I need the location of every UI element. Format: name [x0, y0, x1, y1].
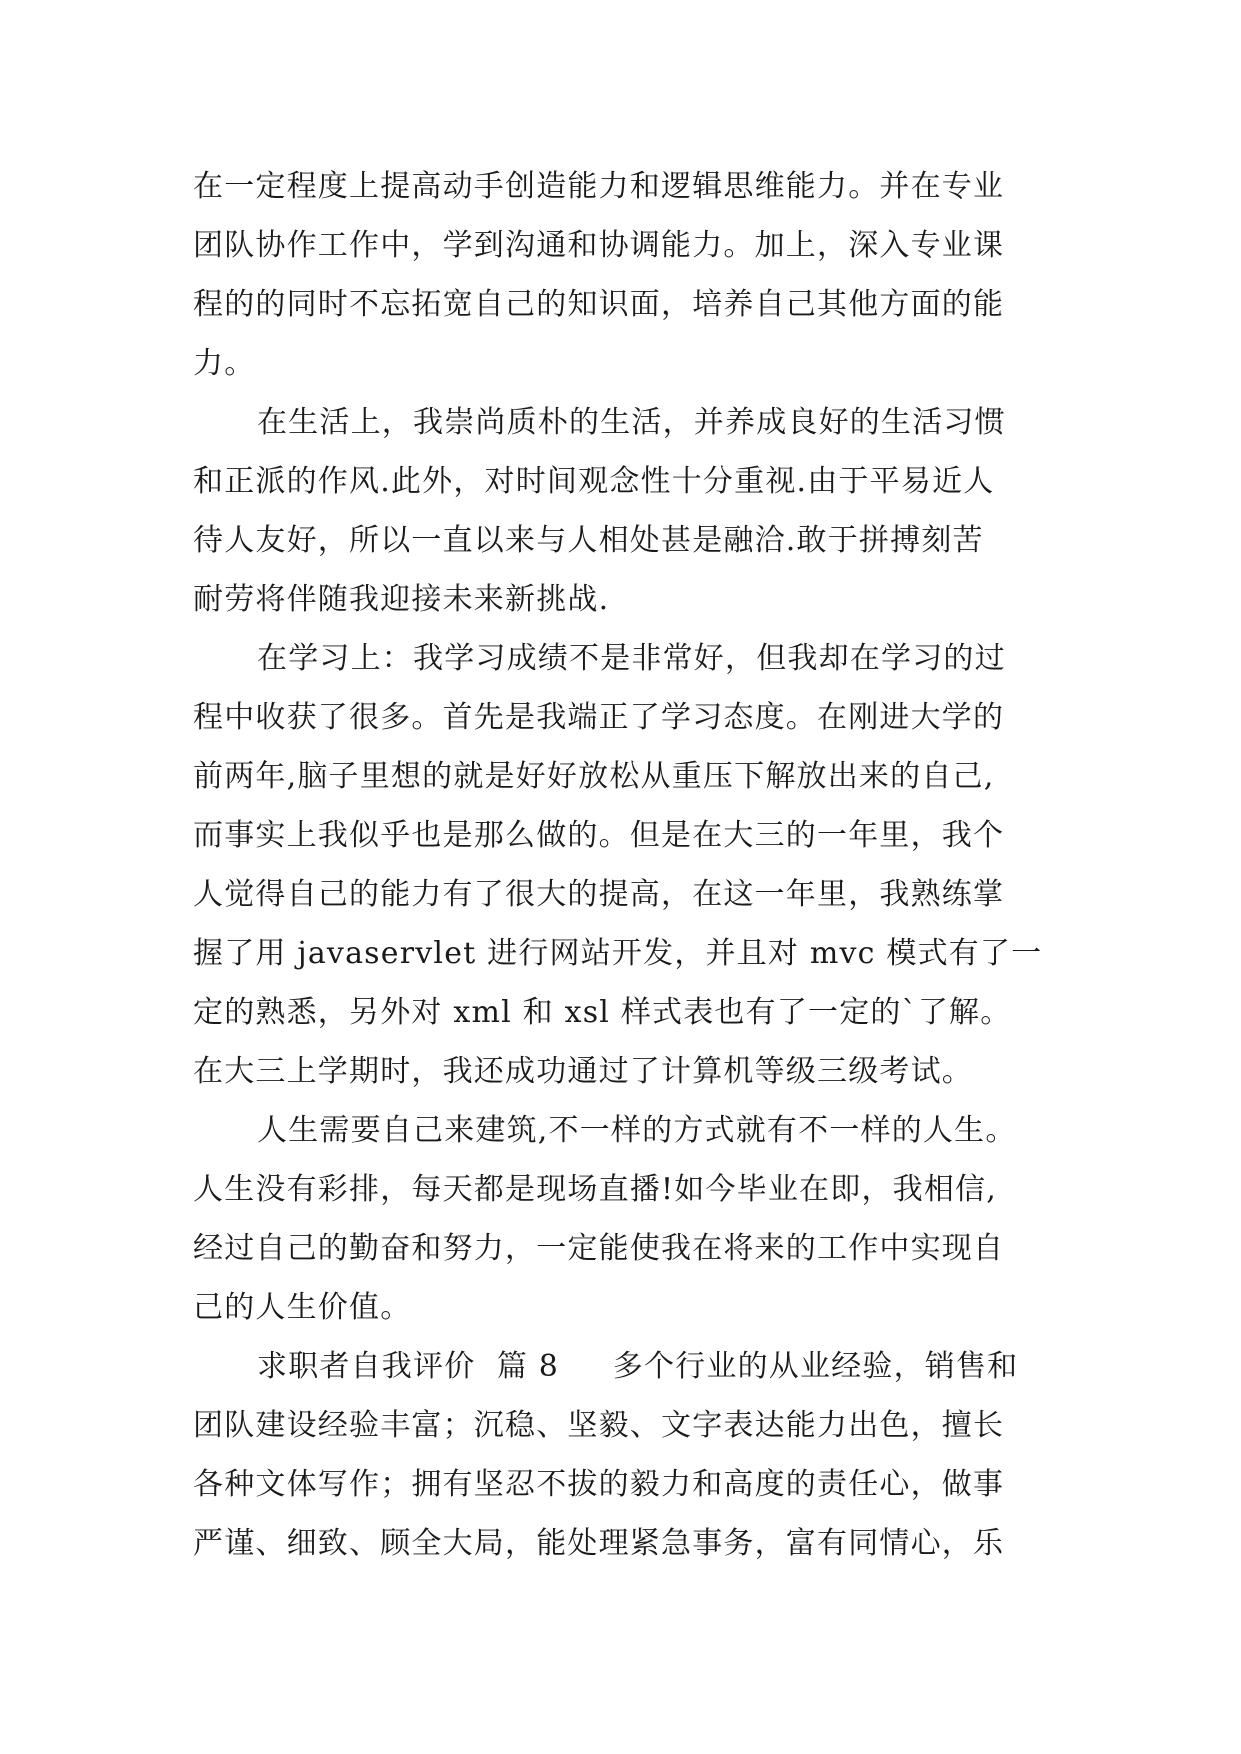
text-line: 而事实上我似乎也是那么做的。但是在大三的一年里，我个 [193, 818, 1005, 853]
text-line: 力。 [193, 346, 256, 381]
text-line: 经过自己的勤奋和努力，一定能使我在将来的工作中实现自 [193, 1231, 1005, 1266]
section-heading-entry-8: 求职者自我评价 篇 8 多个行业的从业经验，销售和 [257, 1349, 1019, 1384]
text-line: 前两年,脑子里想的就是好好放松从重压下解放出来的自己, [193, 759, 995, 794]
body-text [193, 157, 1073, 1573]
text-line: 己的人生价值。 [193, 1290, 412, 1325]
text-line: 各种文体写作；拥有坚忍不拔的毅力和高度的责任心，做事 [193, 1467, 1005, 1502]
text-line: 程中收获了很多。首先是我端正了学习态度。在刚进大学的 [193, 700, 1005, 735]
text-line: 人觉得自己的能力有了很大的提高，在这一年里，我熟练掌 [193, 877, 1005, 912]
text-line: 定的熟悉，另外对 xml 和 xsl 样式表也有了一定的`了解。 [193, 995, 1012, 1030]
text-line: 严谨、细致、顾全大局，能处理紧急事务，富有同情心，乐 [193, 1526, 1005, 1561]
text-line: 待人友好，所以一直以来与人相处甚是融洽.敢于拼搏刻苦 [193, 523, 984, 558]
paragraph-start-life-motto: 人生需要自己来建筑,不一样的方式就有不一样的人生。 [257, 1113, 1017, 1148]
text-line: 握了用 javaservlet 进行网站开发，并且对 mvc 模式有了一 [193, 936, 1043, 971]
text-line: 团队协作工作中，学到沟通和协调能力。加上，深入专业课 [193, 228, 1005, 263]
paragraph-start-life: 在生活上，我崇尚质朴的生活，并养成良好的生活习惯 [257, 405, 1006, 440]
paragraph-start-study: 在学习上：我学习成绩不是非常好，但我却在学习的过 [257, 641, 1006, 676]
text-line: 程的的同时不忘拓宽自己的知识面，培养自己其他方面的能 [193, 287, 1005, 322]
text-line: 团队建设经验丰富；沉稳、坚毅、文字表达能力出色，擅长 [193, 1408, 1005, 1443]
text-line: 在大三上学期时，我还成功通过了计算机等级三级考试。 [193, 1054, 973, 1089]
text-line: 和正派的作风.此外，对时间观念性十分重视.由于平易近人 [193, 464, 995, 499]
text-line: 耐劳将伴随我迎接未来新挑战. [193, 582, 610, 617]
text-line: 在一定程度上提高动手创造能力和逻辑思维能力。并在专业 [193, 169, 1005, 204]
text-line: 人生没有彩排，每天都是现场直播!如今毕业在即，我相信, [193, 1172, 997, 1207]
